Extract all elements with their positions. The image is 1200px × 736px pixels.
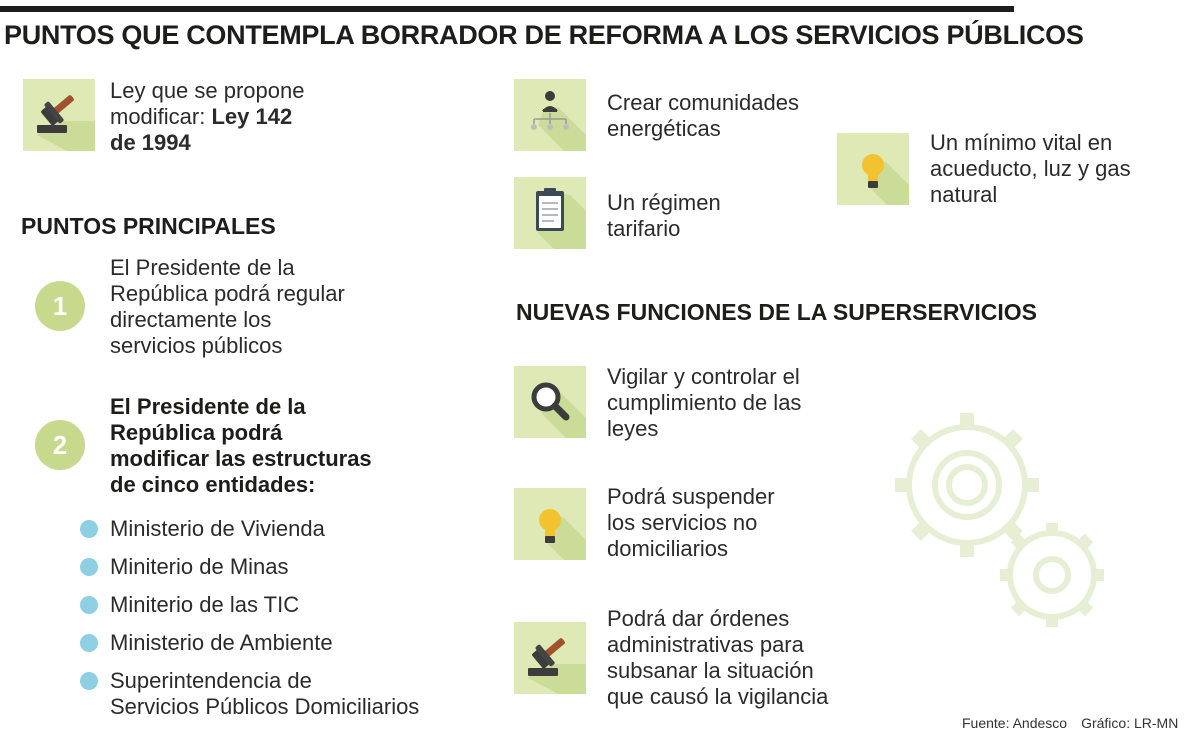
- item-text-regimen: Un régimen tarifario: [607, 190, 721, 241]
- entity-item: Miniterio de Minas: [110, 554, 289, 579]
- function-icon-box: [514, 622, 586, 694]
- entity-item: Ministerio de Vivienda: [110, 516, 325, 541]
- gears-decoration: [872, 385, 1132, 660]
- footer-credits: [962, 715, 1178, 731]
- function-text-suspender: Podrá suspender los servicios no domiciliarios: [607, 484, 775, 561]
- function-text-ordenes: Podrá dar órdenes administrativas para subsanar la situación que causó la vigilancia: [607, 606, 829, 709]
- bullet-dot: [80, 596, 98, 614]
- lightbulb-icon: [514, 488, 586, 560]
- page-title: PUNTOS QUE CONTEMPLA BORRADOR DE REFORMA A LOS SERVICIOS PÚBLICOS: [4, 20, 1084, 50]
- graphic-credit: Gráfico: LR-MN: [1081, 715, 1179, 731]
- item-icon-box: [514, 177, 586, 249]
- gavel-icon: [514, 622, 586, 694]
- org-chart-icon: [514, 79, 586, 151]
- point-2-text: El Presidente de la República podrá modificar las estructuras de cinco entidades:: [110, 394, 372, 497]
- lightbulb-icon: [837, 133, 909, 205]
- bullet-dot: [80, 520, 98, 538]
- item-icon-box: [514, 79, 586, 151]
- clipboard-icon: [514, 177, 586, 249]
- law-text: Ley que se propone modificar: Ley 142 de 1994: [110, 78, 305, 155]
- entity-item: Ministerio de Ambiente: [110, 630, 333, 655]
- function-text-vigilar: Vigilar y controlar el cumplimiento de las leyes: [607, 364, 802, 441]
- magnifier-icon: [514, 366, 586, 438]
- item-text-minimo-vital: Un mínimo vital en acueducto, luz y gas natural: [930, 130, 1131, 207]
- top-rule: [0, 6, 1014, 12]
- point-1-text: El Presidente de la República podrá regular directamente los servicios públicos: [110, 255, 345, 358]
- number-badge-1: 1: [35, 281, 85, 331]
- source-credit: Fuente: Andesco: [962, 715, 1068, 731]
- section-heading-superservicios: NUEVAS FUNCIONES DE LA SUPERSERVICIOS: [516, 299, 1037, 325]
- item-icon-box: [837, 133, 909, 205]
- function-icon-box: [514, 366, 586, 438]
- function-icon-box: [514, 488, 586, 560]
- entity-item: Miniterio de las TIC: [110, 592, 300, 617]
- law-icon-box: [23, 79, 95, 151]
- bullet-dot: [80, 558, 98, 576]
- section-heading-principales: PUNTOS PRINCIPALES: [21, 213, 276, 239]
- item-text-comunidades: Crear comunidades energéticas: [607, 90, 799, 141]
- entity-item: Superintendencia de Servicios Públicos Domiciliarios: [110, 668, 420, 719]
- gavel-icon: [23, 79, 95, 151]
- number-badge-2: 2: [35, 420, 85, 470]
- bullet-dot: [80, 672, 98, 690]
- bullet-dot: [80, 634, 98, 652]
